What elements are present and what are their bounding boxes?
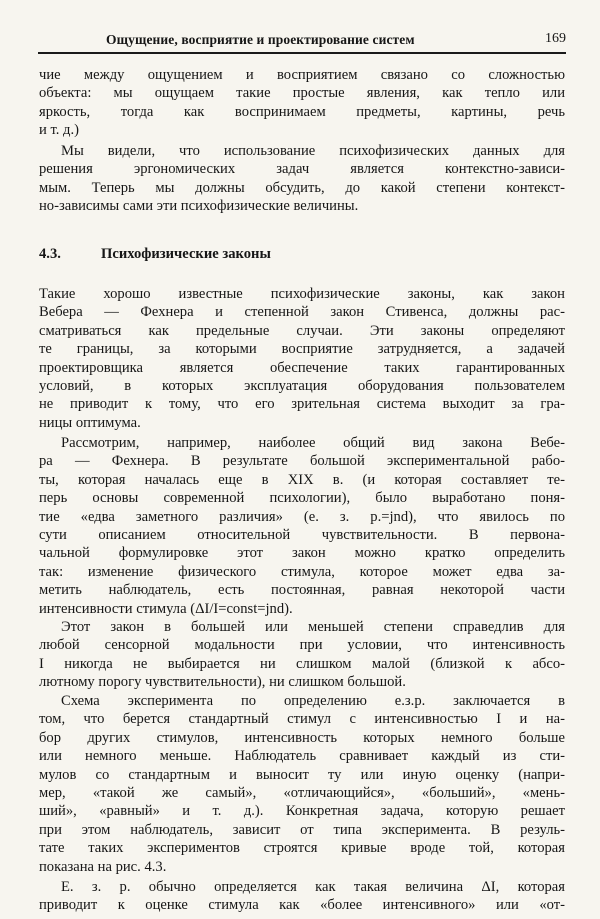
text-line: Мы видели, что использование психофизических данных для	[61, 143, 565, 159]
text-line: ты, которая началась еще в XIX в. (и которая составляет те-	[39, 471, 565, 488]
text-line: проектировщика является обеспечение таких гарантированных	[39, 359, 565, 376]
paragraph-1	[39, 66, 565, 140]
text-line: ра — Фехнера. В результате большой экспериментальной рабо-	[39, 453, 565, 470]
text-line: тате таких экспериментов строятся кривые вроде той, которая	[39, 840, 565, 857]
running-title: Ощущение, восприятие и проектирование систем	[106, 32, 415, 47]
text-line: мулов со стандартным и выносит ту или иную оценку (напри-	[39, 766, 565, 783]
paragraph-3	[39, 285, 565, 432]
text-line: ницы оптимума.	[39, 414, 141, 431]
text-line: бор других стимулов, интенсивность которых немного больше	[39, 729, 565, 746]
text-line: чие между ощущением и восприятием связано со сложностью	[39, 67, 565, 83]
text-line: те границы, за которыми восприятие затрудняется, а задачей	[39, 341, 565, 358]
text-line: решения эргономических задач является контекстно-зависи-	[39, 161, 565, 178]
text-line: сути описанием относительной чувствительности. В первона-	[39, 526, 565, 543]
text-line: тие «едва заметного различия» (е. з. р.=jnd), что явилось по	[39, 508, 565, 525]
text-line: и т. д.)	[39, 122, 79, 139]
running-header	[38, 30, 566, 54]
text-line: показана на рис. 4.3.	[39, 858, 167, 875]
page-number: 169	[545, 31, 566, 46]
text-line: но-зависимы сами эти психофизические величины.	[39, 198, 359, 215]
text-line: приводит к оценке стимула как «более интенсивного» или «от-	[39, 897, 565, 914]
text-line: не приводит к тому, что его зрительная система выходит за гра-	[39, 396, 565, 413]
text-line: любой сенсорной модальности при условии, что интенсивность	[39, 637, 565, 654]
text-line: сматриваться как предельные случаи. Эти законы определяют	[39, 322, 565, 339]
text-line: интенсивности стимула (ΔI/I=const=jnd).	[39, 600, 293, 617]
text-line: Рассмотрим, например, наиболее общий вид закона Вебе-	[61, 435, 565, 451]
text-line: при этом наблюдатель, зависит от типа эксперимента. В резуль-	[39, 821, 565, 838]
paragraph-7	[39, 878, 565, 915]
text-line: Этот закон в большей или меньшей степени справедлив для	[61, 619, 565, 635]
text-line: так: изменение физического стимула, которое может едва за-	[39, 563, 565, 580]
text-line: чальной формулировке этот закон можно кратко определить	[39, 545, 565, 562]
paragraph-6	[39, 692, 565, 876]
paragraph-5	[39, 618, 565, 692]
text-line: объекта: мы ощущаем такие простые явления, как тепло или	[39, 85, 565, 102]
text-line: ший», «равный» и т. д.). Конкретная задача, которую решает	[39, 803, 565, 820]
text-line: или немного меньше. Наблюдатель сравнивает каждый из сти-	[39, 748, 565, 765]
paragraph-2	[39, 142, 565, 216]
text-line: I никогда не выбирается ни слишком малой (близкой к абсо-	[39, 655, 565, 672]
text-line: метить наблюдатель, есть постоянная, равная некоторой части	[39, 582, 565, 599]
text-line: Е. з. р. обычно определяется как такая величина ΔI, которая	[61, 879, 565, 895]
text-line: Вебера — Фехнера и степенной закон Стивенса, должны рас-	[39, 304, 565, 321]
text-line: Схема эксперимента по определению е.з.р. заключается в	[61, 693, 565, 709]
text-line: лютному порогу чувствительности), ни слишком большой.	[39, 674, 406, 691]
text-line: перь основы современной психологии), было выработано поня-	[39, 490, 565, 507]
text-line: Такие хорошо известные психофизические законы, как закон	[39, 286, 565, 302]
section-title: Психофизические законы	[101, 246, 271, 262]
text-line: мым. Теперь мы должны обсудить, до какой степени контекст-	[39, 179, 565, 196]
text-line: том, что берется стандартный стимул с интенсивностью I и на-	[39, 711, 565, 728]
section-number: 4.3.	[39, 246, 61, 262]
text-line: условий, в которых эксплуатация оборудования пользователем	[39, 377, 565, 394]
paragraph-4	[39, 434, 565, 618]
text-line: мер, «такой же самый», «отличающийся», «больший», «мень-	[39, 784, 565, 801]
section-heading	[39, 246, 271, 263]
text-line: яркость, тогда как воспринимаем предметы, картины, речь	[39, 103, 565, 120]
